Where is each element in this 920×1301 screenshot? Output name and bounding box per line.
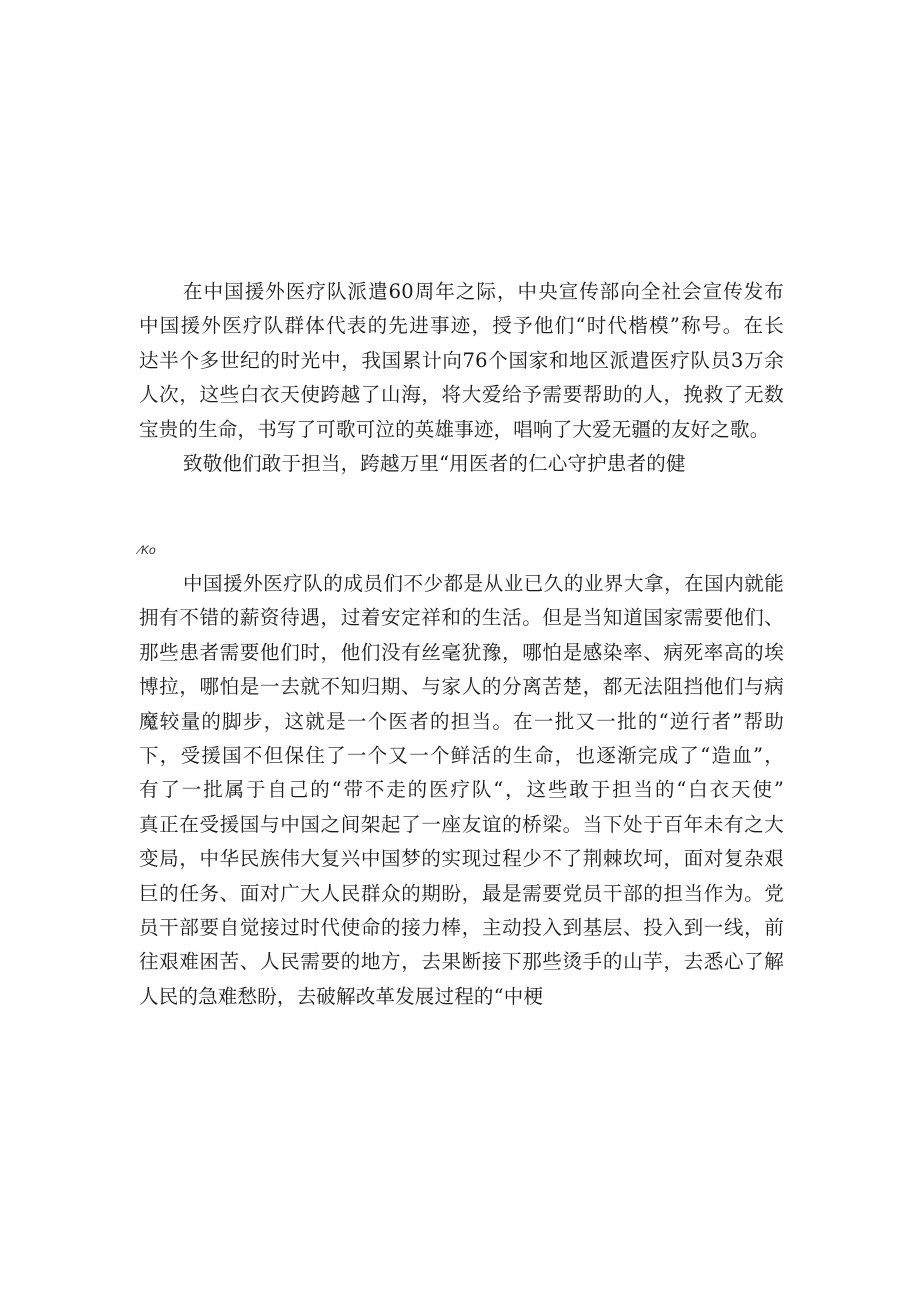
paragraph-body [139, 567, 784, 1014]
paragraph-line: 人民的急难愁盼，去破解改革发展过程的“中梗 [139, 984, 544, 1008]
paragraph-line: 拥有不错的薪资待遇，过着安定祥和的生活。但是当知道国家需要他们、 [139, 606, 784, 630]
paragraph-line: 巨的任务、面对广大人民群众的期盼，最是需要党员干部的担当作为。党 [139, 881, 784, 905]
paragraph-line: 人次，这些白衣天使跨越了山海，将大爱给予需要帮助的人，挽救了无数 [139, 383, 784, 407]
paragraph-line: 达半个多世纪的时光中，我国累计向76个国家和地区派遣医疗队员3万余 [139, 348, 784, 372]
paragraph-line: 在中国援外医疗队派遣60周年之际，中央宣传部向全社会宣传发布 [183, 280, 784, 303]
section-heading-line: 致敬他们敢于担当，跨越万里“用医者的仁心守护患者的健 [183, 451, 686, 475]
paragraph-line: 博拉，哪怕是一去就不知归期、与家人的分离苦楚，都无法阻挡他们与病 [139, 675, 784, 699]
paragraph-line: 真正在受援国与中国之间架起了一座友谊的桥梁。当下处于百年未有之大 [139, 812, 784, 836]
stray-mark: ⁄Ko [139, 543, 156, 557]
paragraph-intro [139, 275, 784, 481]
paragraph-line: 下，受援国不但保住了一个又一个鲜活的生命，也逐渐完成了“造血”， [139, 743, 784, 767]
paragraph-line: 那些患者需要他们时，他们没有丝毫犹豫，哪怕是感染率、病死率高的埃 [139, 640, 784, 664]
paragraph-line: 魔较量的脚步，这就是一个医者的担当。在一批又一批的“逆行者”帮助 [139, 709, 784, 733]
paragraph-line: 中国援外医疗队的成员们不少都是从业已久的业界大拿，在国内就能 [183, 572, 784, 595]
paragraph-line: 往艰难困苦、人民需要的地方，去果断接下那些烫手的山芋，去悉心了解 [139, 950, 784, 974]
paragraph-line: 中国援外医疗队群体代表的先进事迹，授予他们“时代楷模”称号。在长 [139, 314, 784, 338]
paragraph-line: 员干部要自觉接过时代使命的接力棒，主动投入到基层、投入到一线，前 [139, 915, 784, 939]
paragraph-line: 变局，中华民族伟大复兴中国梦的实现过程少不了荆棘坎坷，面对复杂艰 [139, 847, 784, 871]
paragraph-line: 宝贵的生命，书写了可歌可泣的英雄事迹，唱响了大爱无疆的友好之歌。 [139, 417, 770, 441]
paragraph-line: 有了一批属于自己的“带不走的医疗队“，这些敢于担当的“白衣天使” [139, 778, 784, 802]
